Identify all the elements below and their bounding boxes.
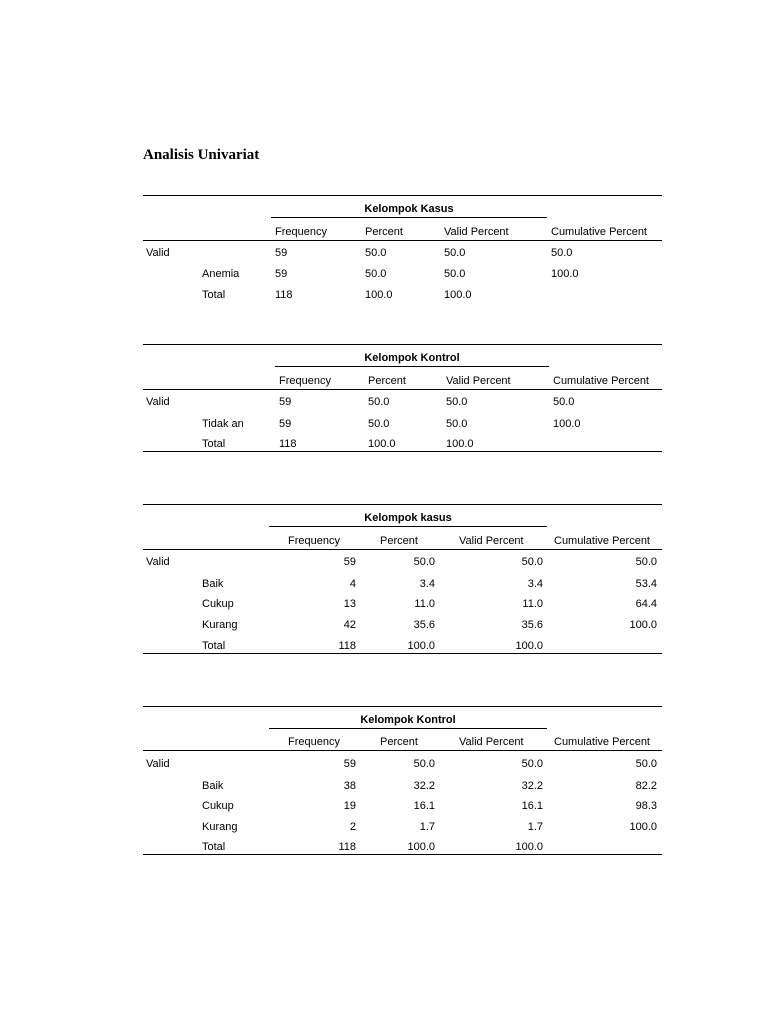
- row-category: Total: [202, 438, 226, 450]
- percent-value: 50.0: [368, 396, 390, 408]
- valid-percent-value: 50.0: [444, 247, 466, 259]
- freq-value: 59: [275, 247, 288, 259]
- group-header-line: [269, 526, 547, 527]
- group-header-line: [269, 728, 547, 729]
- percent-value: 100.0: [407, 640, 435, 652]
- freq-value: 118: [338, 841, 356, 853]
- cumulative-percent-value: 100.0: [629, 619, 657, 631]
- header-frequency: Frequency: [275, 226, 327, 238]
- cumulative-percent-value: 53.4: [635, 578, 657, 590]
- header-line: [143, 240, 662, 241]
- valid-percent-value: 100.0: [446, 438, 474, 450]
- row-category: Total: [202, 841, 226, 853]
- freq-value: 59: [343, 556, 356, 568]
- table-group-title: Kelompok Kasus: [364, 203, 454, 215]
- valid-percent-value: 11.0: [522, 598, 543, 610]
- cumulative-percent-value: 50.0: [551, 247, 573, 259]
- table-group-title: Kelompok kasus: [364, 512, 452, 524]
- group-header-line: [271, 217, 547, 218]
- row-category: Kurang: [202, 619, 238, 631]
- row-label: Valid: [146, 556, 170, 568]
- valid-percent-value: 50.0: [521, 758, 543, 770]
- cumulative-percent-value: 100.0: [553, 418, 581, 430]
- page-title: Analisis Univariat: [143, 147, 260, 163]
- valid-percent-value: 100.0: [515, 640, 543, 652]
- valid-percent-value: 1.7: [527, 821, 543, 833]
- header-line: [143, 549, 662, 550]
- row-category: Baik: [202, 780, 224, 792]
- percent-value: 50.0: [413, 758, 435, 770]
- freq-value: 59: [343, 758, 356, 770]
- percent-value: 11.0: [414, 598, 435, 610]
- row-category: Cukup: [202, 800, 234, 812]
- percent-value: 1.7: [419, 821, 435, 833]
- frequency-table-kelompok-kasus-2: [143, 504, 662, 654]
- valid-percent-value: 50.0: [444, 268, 466, 280]
- header-frequency: Frequency: [288, 736, 340, 748]
- percent-value: 35.6: [413, 619, 435, 631]
- freq-value: 4: [349, 578, 356, 590]
- row-category: Tidak an: [202, 418, 244, 430]
- percent-value: 100.0: [368, 438, 396, 450]
- table-group-title: Kelompok Kontrol: [364, 352, 460, 364]
- header-cumulative-percent: Cumulative Percent: [551, 226, 647, 238]
- header-line: [143, 389, 662, 390]
- freq-value: 19: [343, 800, 356, 812]
- percent-value: 50.0: [365, 247, 387, 259]
- percent-value: 100.0: [407, 841, 435, 853]
- frequency-table-kelompok-kontrol-2: [143, 706, 662, 855]
- frequency-table-kelompok-kasus: [143, 195, 662, 306]
- row-category: Total: [202, 289, 226, 301]
- valid-percent-value: 100.0: [444, 289, 472, 301]
- row-category: Baik: [202, 578, 224, 590]
- header-cumulative-percent: Cumulative Percent: [554, 736, 650, 748]
- cumulative-percent-value: 50.0: [635, 556, 657, 568]
- percent-value: 50.0: [413, 556, 435, 568]
- valid-percent-value: 50.0: [446, 418, 468, 430]
- valid-percent-value: 100.0: [515, 841, 543, 853]
- cumulative-percent-value: 82.2: [635, 780, 657, 792]
- percent-value: 32.2: [413, 780, 435, 792]
- freq-value: 38: [343, 780, 356, 792]
- header-percent: Percent: [380, 736, 418, 748]
- freq-value: 59: [279, 396, 292, 408]
- header-cumulative-percent: Cumulative Percent: [554, 535, 650, 547]
- row-category: Kurang: [202, 821, 238, 833]
- freq-value: 118: [275, 289, 293, 301]
- header-frequency: Frequency: [279, 375, 331, 387]
- percent-value: 50.0: [365, 268, 387, 280]
- cumulative-percent-value: 50.0: [635, 758, 657, 770]
- header-percent: Percent: [368, 375, 406, 387]
- table-group-title: Kelompok Kontrol: [360, 714, 456, 726]
- cumulative-percent-value: 50.0: [553, 396, 575, 408]
- header-cumulative-percent: Cumulative Percent: [553, 375, 649, 387]
- cumulative-percent-value: 98.3: [635, 800, 657, 812]
- row-category: Anemia: [202, 268, 240, 280]
- row-label: Valid: [146, 396, 170, 408]
- freq-value: 2: [349, 821, 356, 833]
- freq-value: 118: [338, 640, 356, 652]
- freq-value: 59: [279, 418, 292, 430]
- header-percent: Percent: [365, 226, 403, 238]
- valid-percent-value: 32.2: [521, 780, 543, 792]
- freq-value: 59: [275, 268, 288, 280]
- percent-value: 16.1: [413, 800, 435, 812]
- row-category: Total: [202, 640, 226, 652]
- header-valid-percent: Valid Percent: [444, 226, 509, 238]
- valid-percent-value: 16.1: [521, 800, 543, 812]
- row-label: Valid: [146, 758, 170, 770]
- cumulative-percent-value: 100.0: [551, 268, 579, 280]
- freq-value: 42: [343, 619, 356, 631]
- header-frequency: Frequency: [288, 535, 340, 547]
- row-category: Cukup: [202, 598, 234, 610]
- percent-value: 100.0: [365, 289, 393, 301]
- header-valid-percent: Valid Percent: [459, 535, 524, 547]
- header-valid-percent: Valid Percent: [459, 736, 524, 748]
- valid-percent-value: 50.0: [446, 396, 468, 408]
- header-percent: Percent: [380, 535, 418, 547]
- valid-percent-value: 35.6: [521, 619, 543, 631]
- valid-percent-value: 50.0: [521, 556, 543, 568]
- freq-value: 13: [343, 598, 356, 610]
- frequency-table-kelompok-kontrol: [143, 344, 662, 452]
- percent-value: 3.4: [419, 578, 435, 590]
- header-valid-percent: Valid Percent: [446, 375, 511, 387]
- valid-percent-value: 3.4: [527, 578, 543, 590]
- percent-value: 50.0: [368, 418, 390, 430]
- freq-value: 118: [279, 438, 297, 450]
- cumulative-percent-value: 64.4: [635, 598, 657, 610]
- row-label: Valid: [146, 247, 170, 259]
- header-line: [143, 750, 662, 751]
- cumulative-percent-value: 100.0: [629, 821, 657, 833]
- group-header-line: [275, 366, 549, 367]
